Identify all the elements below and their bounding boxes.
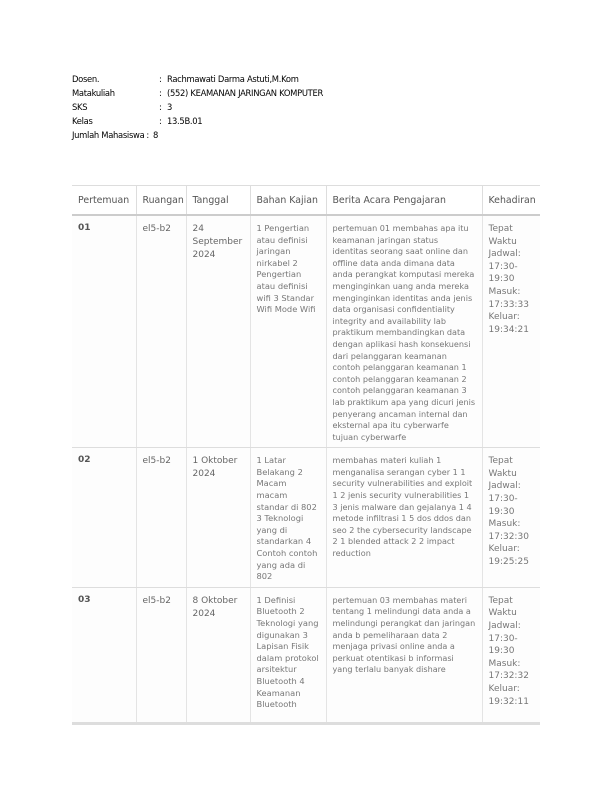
cell-ruangan: el5-b2	[136, 448, 186, 588]
separator: :	[159, 88, 162, 98]
cell-tanggal: 8 Oktober 2024	[186, 587, 250, 722]
dosen-value: Rachmawati Darma Astuti,M.Kom	[167, 74, 299, 84]
separator: :	[159, 74, 162, 84]
cell-berita-acara: pertemuan 01 membahas apa itu keamanan jaringan status identitas seorang saat online dan offline data anda dimana data anda perangkat komputasi mereka menginginkan uang anda mereka menginginkan identitas anda jenis data organisasi confidentiality integrity and availability lab praktikum membandingkan data dengan aplikasi hash konsekuensi dari pelanggaran keamanan contoh pelanggaran keamanan 1 contoh pelanggaran keamanan 2 contoh pelanggaran keamanan 3 lab praktikum apa yang dicuri jenis penyerang ancaman internal dan eksternal apa itu cyberwarfe tujuan cyberwarfe	[326, 215, 482, 448]
course-header	[72, 72, 323, 142]
attendance-status: Tepat Waktu	[488, 456, 517, 479]
attendance-out: Keluar: 19:25:25	[488, 544, 529, 568]
attendance-in: Masuk: 17:32:32	[488, 658, 529, 682]
column-header-pertemuan: Pertemuan	[72, 186, 136, 216]
matakuliah-label: Matakuliah	[72, 88, 115, 98]
attendance-status: Tepat Waktu	[488, 595, 517, 619]
cell-tanggal: 24 September 2024	[186, 215, 250, 448]
jumlah-label: Jumlah Mahasiswa	[72, 130, 145, 140]
column-header-tanggal: Tanggal	[186, 186, 250, 216]
table-header-row	[72, 186, 540, 216]
column-header-kehadiran: Kehadiran	[482, 186, 540, 216]
table-row	[72, 448, 540, 588]
matakuliah-value: (552) KEAMANAN JARINGAN KOMPUTER	[167, 88, 323, 98]
cell-pertemuan: 01	[72, 215, 136, 448]
cell-pertemuan: 03	[72, 587, 136, 722]
table-row	[72, 215, 540, 448]
cell-kehadiran	[482, 587, 540, 722]
attendance-out: Keluar: 19:34:21	[488, 312, 529, 335]
column-header-ruangan: Ruangan	[136, 186, 186, 216]
attendance-schedule: Jadwal: 17:30-19:30	[488, 249, 521, 285]
kelas-label: Kelas	[72, 116, 93, 126]
attendance-in: Masuk: 17:33:33	[488, 286, 529, 310]
kelas-value: 13.5B.01	[167, 116, 203, 126]
cell-berita-acara: membahas materi kuliah 1 menganalisa serangan cyber 1 1 security vulnerabilities and exploit 1 2 jenis security vulnerabilities 1 3 jenis malware dan gejalanya 1 4 metode infiltrasi 1 5 dos ddos dan seo 2 the cybersecurity landscape 2 1 blended attack 2 2 impact reduction	[326, 448, 482, 588]
jumlah-value: 8	[152, 130, 158, 140]
cell-pertemuan: 02	[72, 448, 136, 588]
sks-label: SKS	[72, 102, 88, 112]
cell-ruangan: el5-b2	[136, 587, 186, 722]
cell-ruangan: el5-b2	[136, 215, 186, 448]
column-header-berita-acara: Berita Acara Pengajaran	[326, 186, 482, 216]
header-row-jumlah	[72, 128, 323, 142]
cell-kehadiran	[482, 448, 540, 588]
sks-value: 3	[167, 102, 173, 112]
cell-bahan-kajian: 1 Pengertian atau definisi jaringan nirkabel 2 Pengertian atau definisi wifi 3 Standar Wifi Mode Wifi	[250, 215, 326, 448]
cell-kehadiran	[482, 215, 540, 448]
header-row-kelas	[72, 114, 323, 128]
cell-tanggal: 1 Oktober 2024	[186, 448, 250, 588]
attendance-table	[72, 185, 540, 723]
header-row-dosen	[72, 72, 323, 86]
attendance-in: Masuk: 17:32:30	[488, 519, 529, 542]
separator: :	[159, 116, 162, 126]
dosen-label: Dosen.	[72, 74, 100, 84]
attendance-out: Keluar: 19:32:11	[488, 683, 529, 707]
attendance-status: Tepat Waktu	[488, 224, 517, 247]
cell-berita-acara: pertemuan 03 membahas materi tentang 1 melindungi data anda a melindungi perangkat dan jaringan anda b pemeliharaan data 2 menjaga privasi online anda a perkuat otentikasi b informasi yang terlalu banyak dishare	[326, 587, 482, 722]
header-row-matakuliah	[72, 86, 323, 100]
cell-bahan-kajian: 1 Latar Belakang 2 Macam macam standar di 802 3 Teknologi yang di standarkan 4 Contoh contoh yang ada di 802	[250, 448, 326, 588]
separator: :	[159, 102, 162, 112]
attendance-schedule: Jadwal: 17:30-19:30	[488, 481, 521, 517]
header-row-sks	[72, 100, 323, 114]
attendance-schedule: Jadwal: 17:30-19:30	[488, 621, 521, 657]
table-row	[72, 587, 540, 722]
separator: :	[146, 130, 149, 140]
column-header-bahan-kajian: Bahan Kajian	[250, 186, 326, 216]
cell-bahan-kajian: 1 Definisi Bluetooth 2 Teknologi yang digunakan 3 Lapisan Fisik dalam protokol arsitektur Bluetooth 4 Keamanan Bluetooth	[250, 587, 326, 722]
attendance-table-container	[72, 185, 540, 725]
